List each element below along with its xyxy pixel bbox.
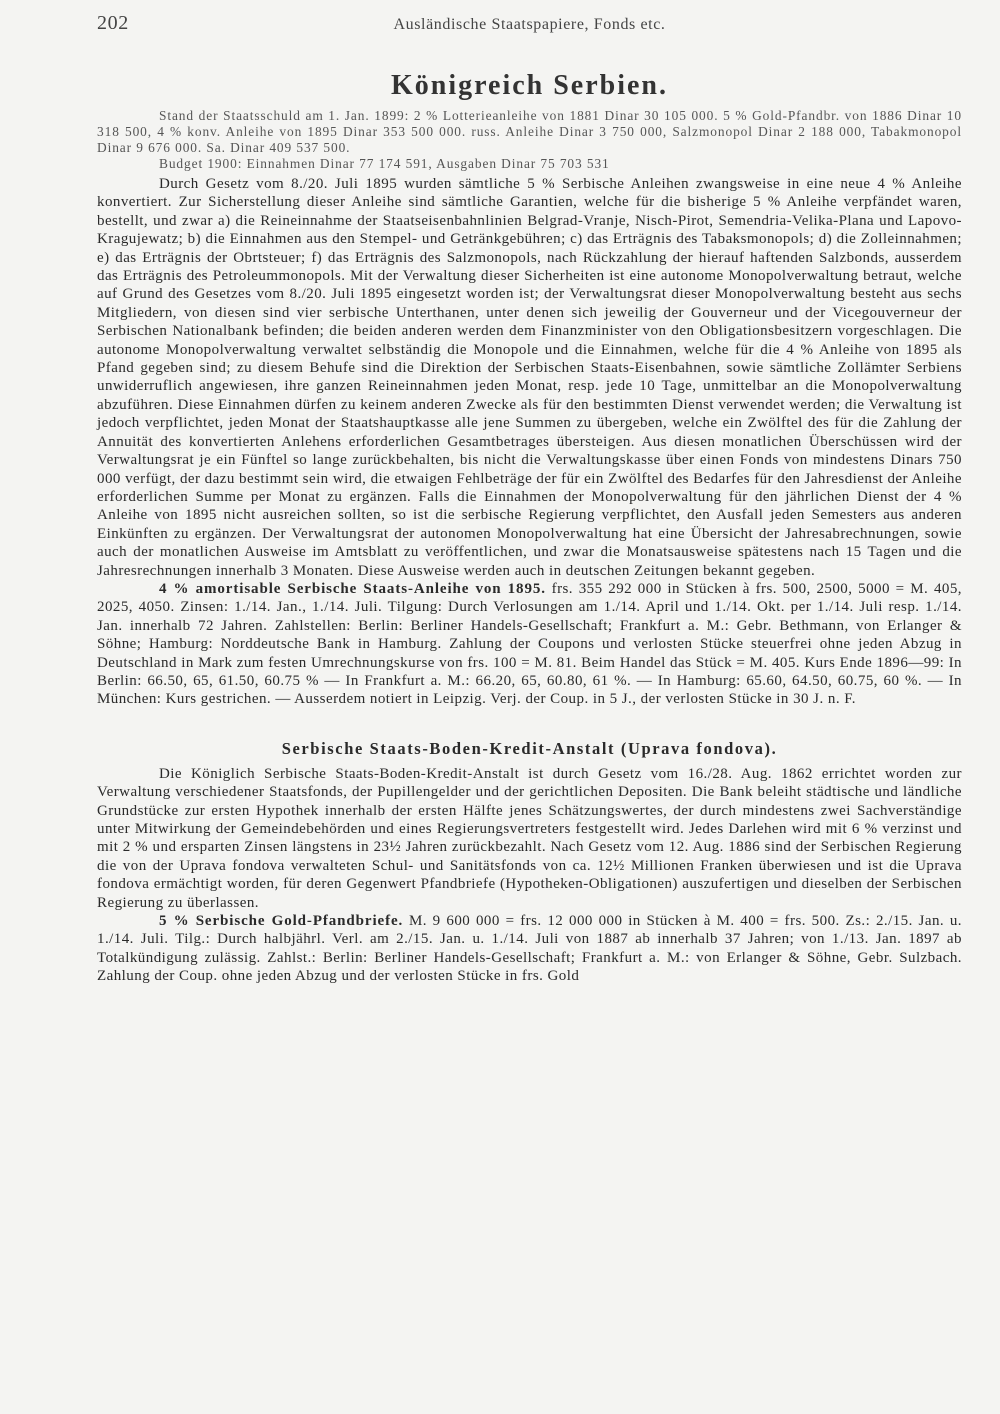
running-head bbox=[97, 8, 962, 42]
conversion-paragraph: Durch Gesetz vom 8./20. Juli 1895 wurden sämtliche 5 % Serbische Anleihen zwangsweise in eine neue 4 % Anleihe konvertiert. Zur Sicherstellung dieser Anleihe sind sämtliche Garantien, welche für die bisherige 5 % Anleihe verpfändet waren, bestellt, und zwar a) die Reineinnahme der Staatseisenbahnlinien Belgrad-Vranje, Nisch-Pirot, Semendria-Velika-Plana und Lapovo-Kragujewatz; b) die Einnahmen aus den Stempel- und Getränkgebühren; c) das Erträgnis des Tabaksmonopols; d) die Zolleinnahmen; e) das Erträgnis der Obrtsteuer; f) das Erträgnis des Salzmonopols, nach Rückzahlung der hierauf haftenden Salzbonds, ausserdem das Erträgnis des Petroleummonopols. Mit der Verwaltung dieser Sicherheiten ist eine autonome Monopolverwaltung betraut, welche auf Grund des Gesetzes vom 8./20. Juli 1895 eingesetzt worden ist; der Verwaltungsrat dieser Monopolverwaltung besteht aus sechs Mitgliedern, von diesen sind vier serbische Unterthanen, unter denen sich jeweilig der Gouverneur und der Vicegouverneur der Serbischen Nationalbank befinden; die beiden anderen werden dem Finanzminister von den Obligationsbesitzern vorgeschlagen. Die autonome Monopolverwaltung verwaltet selbständig die Monopole und die Einnahmen, welche für die 4 % Anleihe von 1895 als Pfand gegeben sind; zu diesem Behufe sind die Direktion der Serbischen Staats-Eisenbahnen, sowie sämtliche Zollämter Serbiens unwiderruflich angewiesen, ihre ganzen Reineinnahmen jeden Monat, resp. jede 10 Tage, unmittelbar an die Monopolverwaltung abzuführen. Diese Einnahmen dürfen zu keinem anderen Zwecke als für den bestimmten Dienst verwendet werden; die Verwaltung ist jedoch verpflichtet, jeden Monat der Staatshauptkasse alle jene Summen zu übergeben, welche ein Zwölftel des für die Zahlung der Annuität des konvertierten Anlehens erforderlichen Gesamtbetrages übersteigen. Aus diesen monatlichen Überschüssen wird der Verwaltungsrat je ein Fünftel so lange zurückbehalten, bis nicht die Verwaltungskasse über einen Fonds von mindestens Dinars 750 000 verfügt, der dazu bestimmt sein wird, die etwaigen Fehlbeträge der für ein Zwölftel des Bedarfes für den Jahresdienst der Anleihe erforderlichen Summe per Monat zu ergänzen. Falls die Einnahmen der Monopolverwaltung für den jährlichen Dienst der 4 % Anleihe von 1895 nicht ausreichen sollten, so ist die serbische Regierung verpflichtet, den Ausfall jeden Semesters aus anderen Einkünften zu ergänzen. Der Verwaltungsrat der autonomen Monopolverwaltung hat eine Übersicht der Jahresabrechnungen, sowie auch der monatlichen Ausweise im Amtsblatt zu veröffentlichen, und zwar die Monatsausweise spätestens nach 15 Tagen und die Jahresrechnungen innerhalb 3 Monaten. Diese Ausweise werden auch in deutschen Zeitungen bekannt gegeben. bbox=[97, 176, 962, 579]
loan-1895-text: frs. 355 292 000 in Stücken à frs. 500, 2500, 5000 = M. 405, 2025, 4050. Zinsen: 1./14. Jan., 1./14. Juli. Tilgung: Durch Verlosungen am 1./14. April und 1./14. Okt. per 1./14. Juli resp. 1./14. Jan. innerhalb 72 Jahren. Zahlstellen: Berlin: Berliner Handels-Gesellschaft; Frankfurt a. M.: Gebr. Bethmann, von Erlanger & Söhne; Hamburg: Norddeutsche Bank in Hamburg. Zahlung der Coupons und verlosten Stücke steuerfrei ohne jeden Abzug in Deutschland in Mark zum festen Umrechnungskurse von frs. 100 = M. 81. Beim Handel das Stück = M. 405. Kurs Ende 1896—99: In Berlin: 66.50, 65, 61.50, 60.75 % — In Frankfurt a. M.: 66.20, 65, 60.80, 61 %. — In Hamburg: 65.60, 64.50, 60.75, 60 %. — In München: Kurs gestrichen. — Ausserdem notiert in Leipzig. Verj. der Coup. in 5 J., der verlosten Stücke in 30 J. n. F. bbox=[97, 580, 962, 708]
pfandbriefe-text: M. 9 600 000 = frs. 12 000 000 in Stücken à M. 400 = frs. 500. Zs.: 2./15. Jan. u. 1./14. Juli. Tilg.: Durch halbjährl. Verl. am 2./15. Jan. u. 1./14. Juli von 1887 ab innerhalb 37 Jahren; von 1./13. Jan. 1897 ab Totalkündigung zulässig. Zahlst.: Berlin: Berliner Handels-Gesellschaft; Frankfurt a. M.: von Erlanger & Söhne, Gebr. Sulzbach. Zahlung der Coup. ohne jeden Abzug und der verlosten Stücke in frs. Gold bbox=[97, 913, 962, 985]
budget-line: Budget 1900: Einnahmen Dinar 77 174 591, Ausgaben Dinar 75 703 531 bbox=[159, 156, 610, 171]
main-title: Königreich Serbien. bbox=[390, 70, 669, 101]
loan-1895-heading: 4 % amortisable Serbische Staats-Anleihe von 1895. bbox=[159, 580, 546, 597]
boden-kredit-paragraph: Die Königlich Serbische Staats-Boden-Kredit-Anstalt ist durch Gesetz vom 16./28. Aug. 1862 errichtet worden zur Verwaltung verschiedener Staatsfonds, der Pupillengelder und der gerichtlichen Depositen. Die Bank beleiht städtische und ländliche Grundstücke zur ersten Hypothek innerhalb der ersten Hälfte jenes Schätzungswertes, der durch mindestens zwei Sachverständige unter Mitwirkung der Gemeindebehörden und eines Regierungsvertreters festgestellt wird. Jedes Darlehen wird mit 6 % verzinst und mit 2 % und ersparten Zinsen längstens in 23½ Jahren zurückbezahlt. Nach Gesetz vom 12. Aug. 1886 sind der Serbischen Regierung die von der Uprava fondova verwalteten Schul- und Sanitätsfonds von ca. 12½ Millionen Franken überwiesen und ist die Uprava fondova ermächtigt worden, für deren Gegenwert Pfandbriefe (Hypotheken-Obligationen) auszufertigen und dieselben der Serbischen Regierung zu überlassen. bbox=[97, 765, 962, 911]
loan-1895-paragraph bbox=[97, 580, 962, 709]
section-title-boden-kredit: Serbische Staats-Boden-Kredit-Anstalt (Uprava fondova). bbox=[281, 738, 778, 758]
debt-status-paragraph: Stand der Staatsschuld am 1. Jan. 1899: 2 % Lotterieanleihe von 1881 Dinar 30 105 000. 5 % Gold-Pfandbr. von 1886 Dinar 10 318 500, 4 % konv. Anleihe von 1895 Dinar 353 500 000. russ. Anleihe Dinar 3 750 000, Salzmonopol Dinar 2 188 000, Tabakmonopol Dinar 9 676 000. Sa. Dinar 409 537 500. bbox=[97, 108, 962, 155]
pfandbriefe-paragraph bbox=[97, 912, 962, 986]
pfandbriefe-heading: 5 % Serbische Gold-Pfandbriefe. bbox=[159, 913, 404, 930]
page-number: 202 bbox=[97, 12, 129, 34]
running-title: Ausländische Staatspapiere, Fonds etc. bbox=[393, 16, 666, 33]
